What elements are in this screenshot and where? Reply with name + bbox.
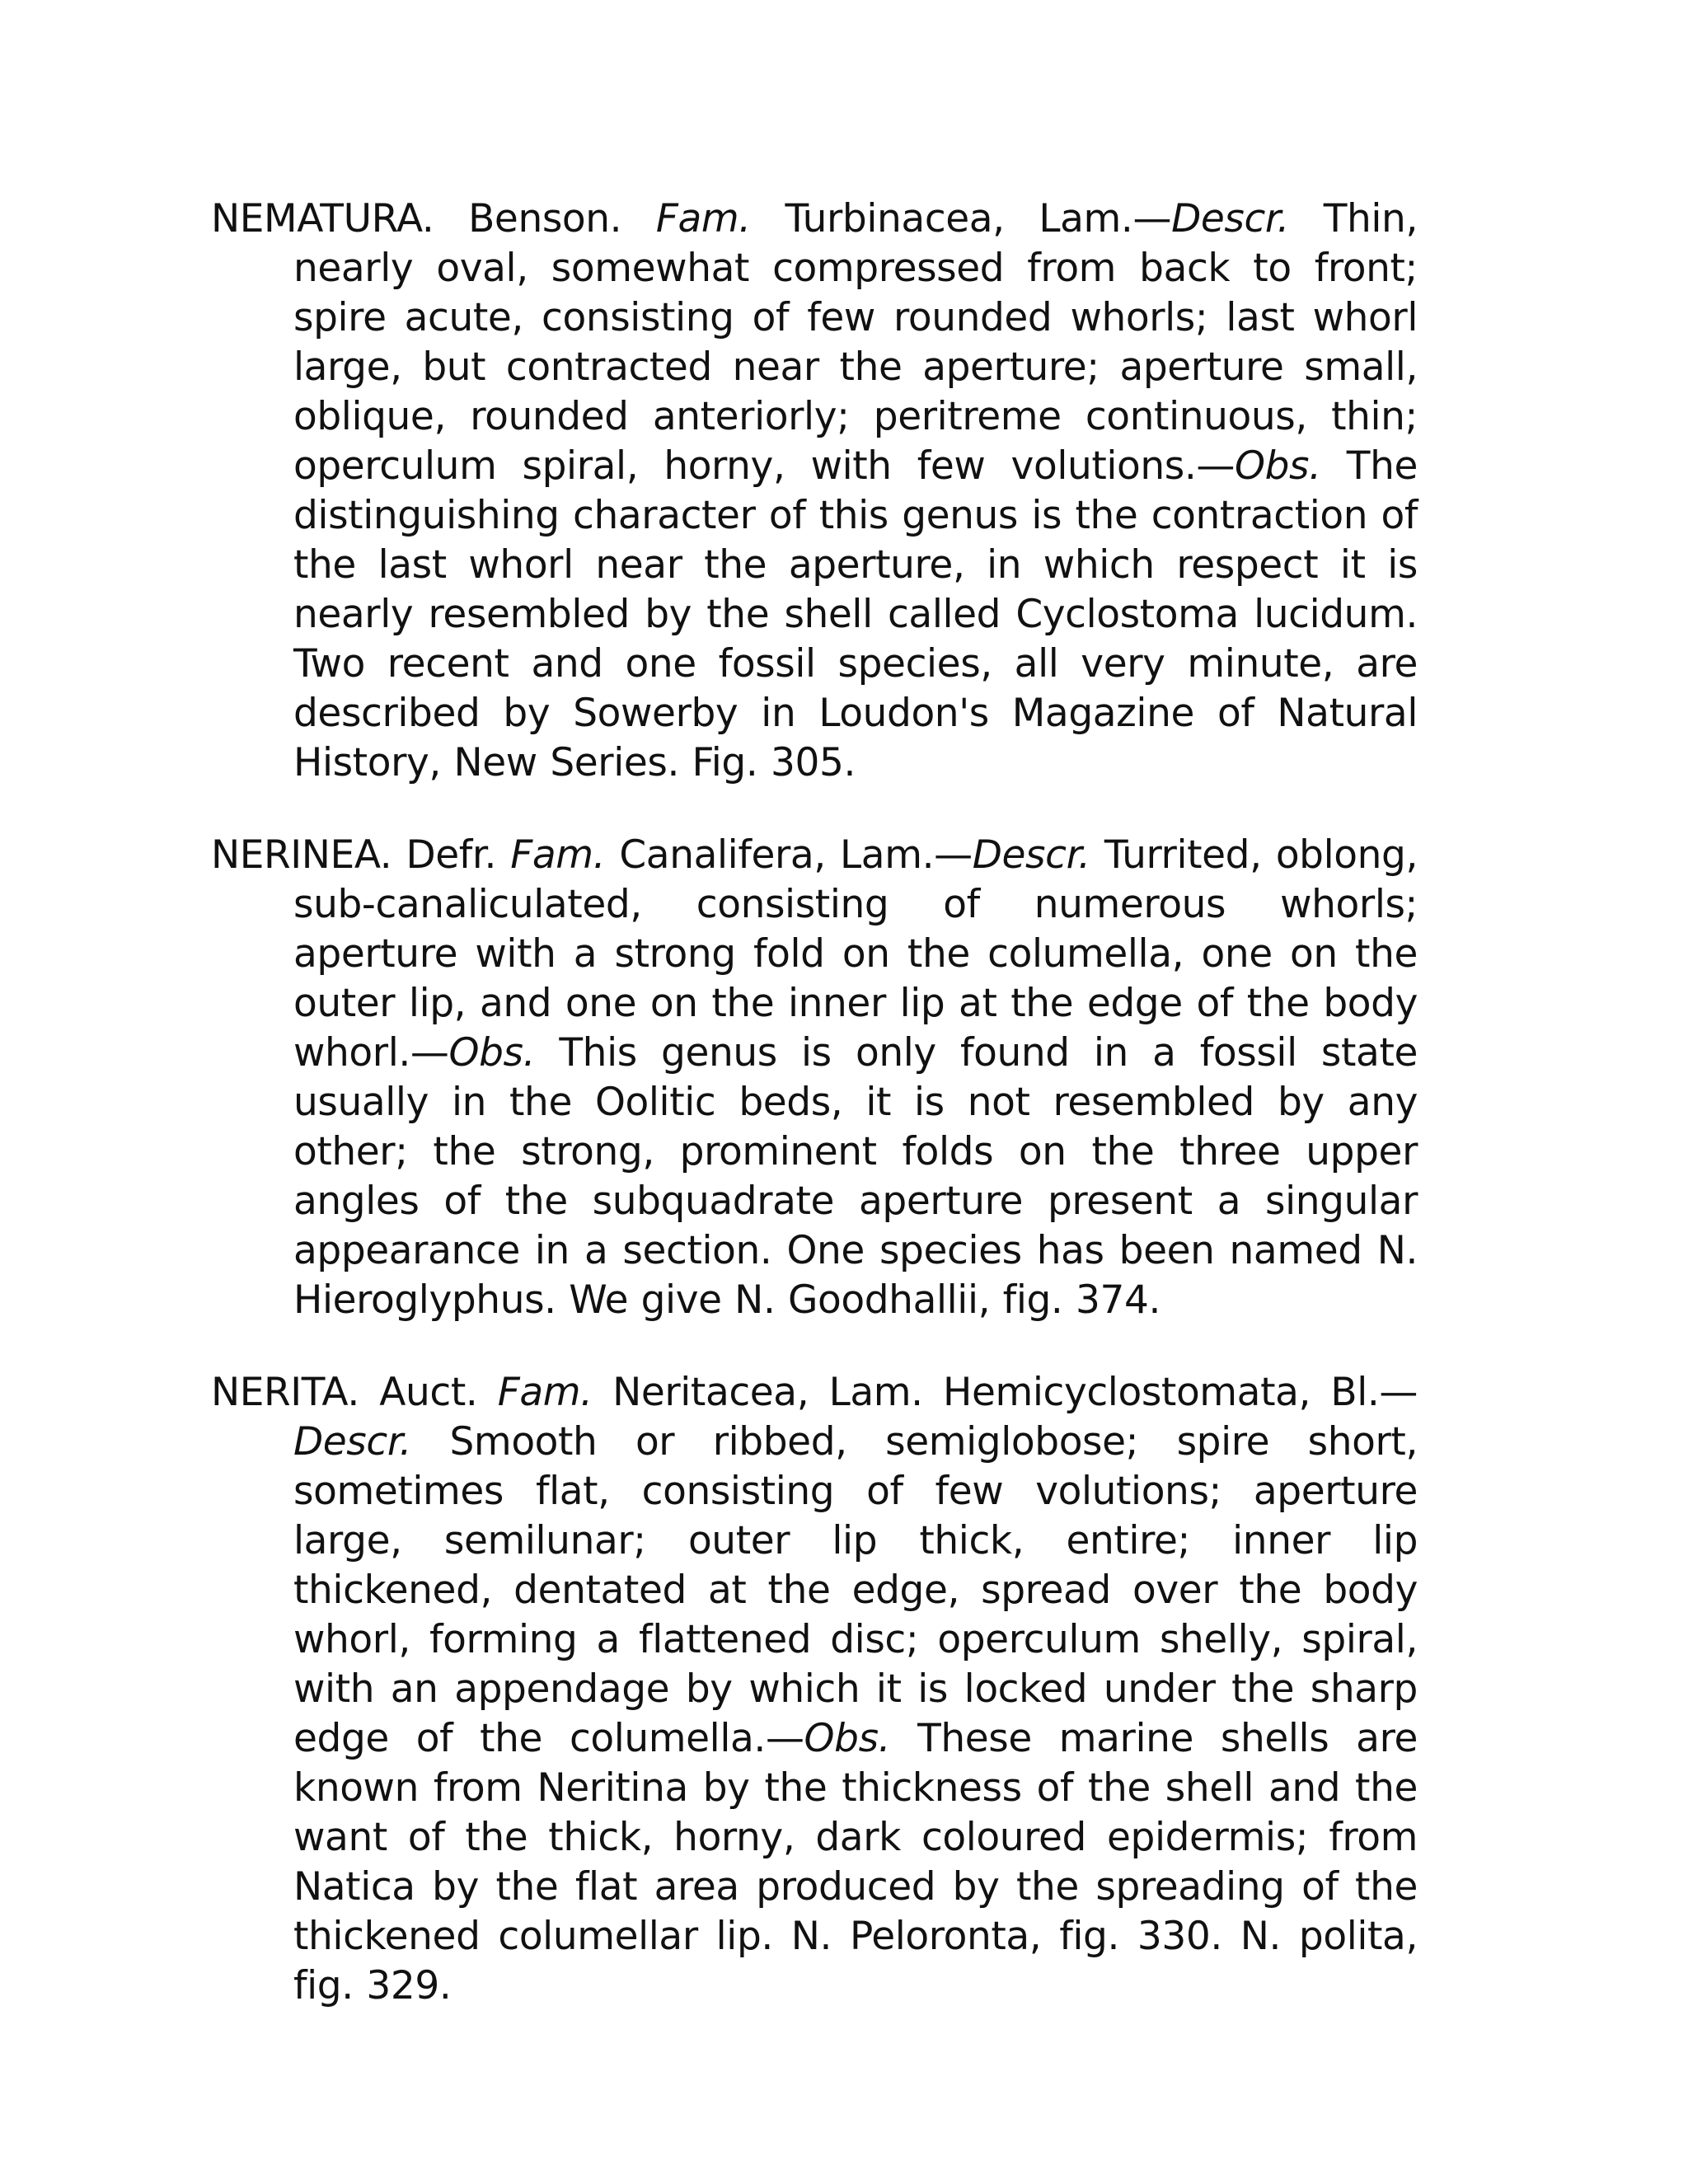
fam-label: Fam. <box>497 1370 593 1415</box>
observation-text: The distinguishing character of this genus is the contraction of the last whorl near the aperture, in which respect it is nearly resembled by the shell called Cyclostoma lucidum. Two recent and one fossil species, all very minute, are described by Sowerby in Loudon's Magazine of Natural History, New Series. Fig. 305. <box>293 443 1418 785</box>
descr-label: Descr. <box>293 1419 411 1465</box>
observation-text: This genus is only found in a fossil state usually in the Oolitic beds, it is not resembled by any other; the strong, prominent folds on the three upper angles of the subquadrate aperture present a singular appearance in a section. One species has been named N. Hieroglyphus. We give N. Goodhallii, fig. 374. <box>293 1030 1418 1323</box>
entry-nematura <box>211 194 1418 788</box>
obs-label: Obs. <box>1235 443 1321 489</box>
genus-author: Defr. <box>406 832 497 878</box>
entry-nerinea <box>211 831 1418 1325</box>
genus-name: NEMATURA. <box>211 196 434 241</box>
obs-label: Obs. <box>804 1716 891 1761</box>
family-name: Turbinacea, Lam.— <box>785 196 1172 241</box>
entry-nerita <box>211 1368 1418 2011</box>
genus-name: NERITA. <box>211 1370 359 1415</box>
description-text: Smooth or ribbed, semiglobose; spire short, sometimes flat, consisting of few volutions; aperture large, semilunar; outer lip thick, entire; inner lip thickened, dentated at the edge, spread over the body whorl, forming a flattened disc; operculum shelly, spiral, with an appendage by which it is locked under the sharp edge of the columella.— <box>293 1419 1418 1761</box>
obs-label: Obs. <box>448 1030 536 1076</box>
descr-label: Descr. <box>1171 196 1290 241</box>
genus-name: NERINEA. <box>211 832 392 878</box>
document-page <box>211 194 1418 2054</box>
genus-author: Auct. <box>379 1370 478 1415</box>
description-text: Thin, nearly oval, somewhat compressed from back to front; spire acute, consisting of few rounded whorls; last whorl large, but contracted near the aperture; aperture small, oblique, rounded anteriorly; peritreme continuous, thin; operculum spiral, horny, with few volutions.— <box>293 196 1418 489</box>
fam-label: Fam. <box>510 832 606 878</box>
family-name: Neritacea, Lam. Hemicyclostomata, Bl.— <box>612 1370 1418 1415</box>
genus-author: Benson. <box>468 196 622 241</box>
observation-text: These marine shells are known from Neritina by the thickness of the shell and the want of the thick, horny, dark coloured epidermis; from Natica by the flat area produced by the spreading of the thickened columellar lip. N. Peloronta, fig. 330. N. polita, fig. 329. <box>293 1716 1418 2008</box>
family-name: Canalifera, Lam.— <box>619 832 973 878</box>
descr-label: Descr. <box>972 832 1090 878</box>
description-text: Turrited, oblong, sub-canaliculated, consisting of numerous whorls; aperture with a strong fold on the columella, one on the outer lip, and one on the inner lip at the edge of the body whorl.— <box>293 832 1418 1076</box>
fam-label: Fam. <box>655 196 751 241</box>
